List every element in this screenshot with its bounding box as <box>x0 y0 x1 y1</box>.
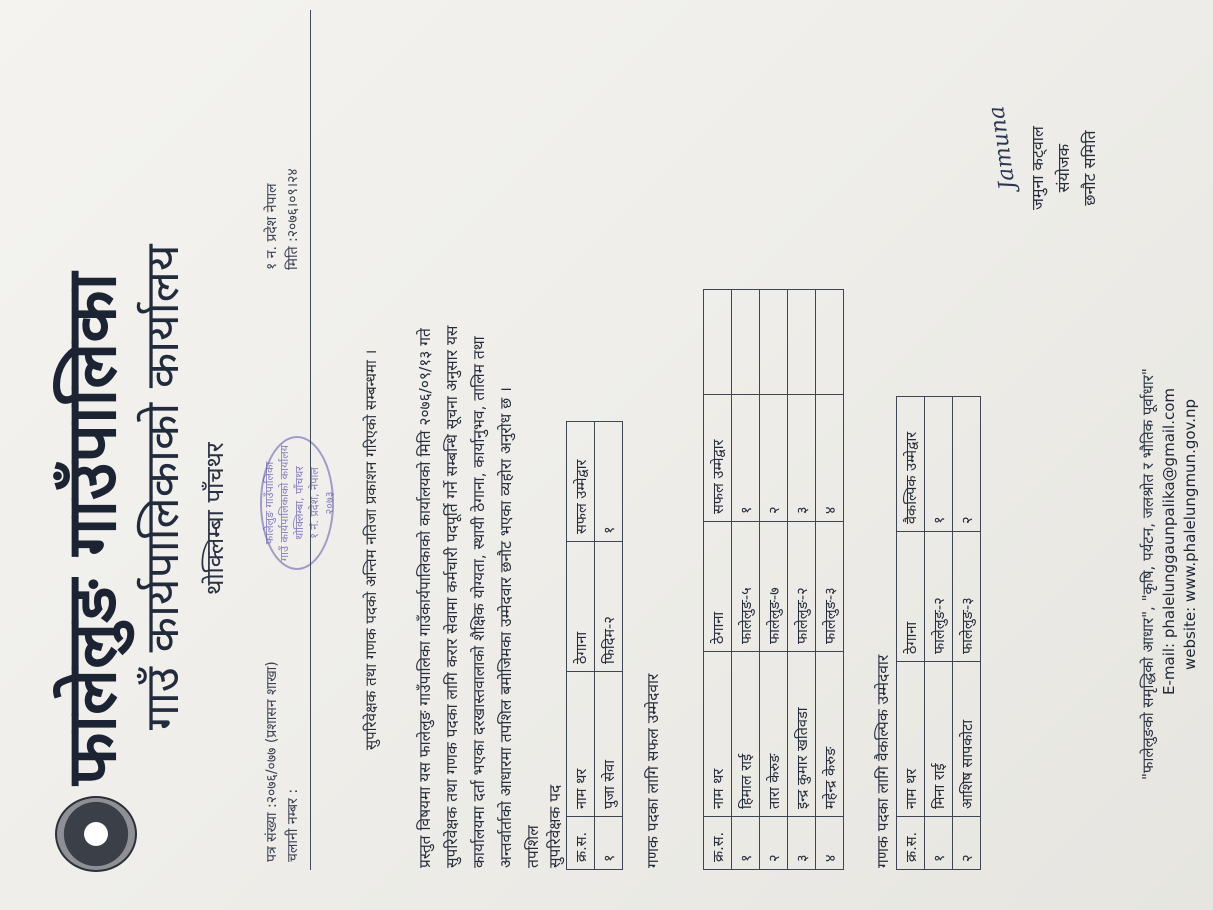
body-line: सुपरिवेक्षक तथा गणक पदका लागि करार सेवामा कर्मचारी पदपूर्ति गर्ने सम्बन्धि सूचना अनुसार यस <box>443 325 461 868</box>
cell-sn: ३ <box>788 817 816 870</box>
blank-cell <box>788 290 816 395</box>
cell-rank: ४ <box>816 395 844 522</box>
header-cell: ठेगाना <box>897 532 925 662</box>
cell-address: फालेलुङ-२ <box>788 522 816 652</box>
cell-address: फिदिम-२ <box>595 542 623 672</box>
stamp-line2: गाउँ कार्यपालिकाको कार्यालय <box>278 444 291 562</box>
table-row <box>816 290 844 870</box>
blank-cell <box>816 290 844 395</box>
header-cell: क्र.स. <box>897 817 925 870</box>
header-cell: नाम थर <box>897 662 925 817</box>
body-line: प्रस्तुत विषयमा यस फालेलुङ गाउँपालिका गाउँकार्यपालिकाको कार्यालयको मिति २०७६/०९/१३ गते <box>416 328 434 868</box>
body-line: कार्यालयमा दर्ता भएका दरखास्तवालाको शैक्षिक योग्यता, स्थायी ठेगाना, कार्यानुभव, तालिम तथा <box>470 336 488 868</box>
cell-name: आशिष सापकोटा <box>953 662 981 817</box>
enumerator-alternate-heading: गणक पदका लागि वैकल्पिक उम्मेदवार <box>874 654 892 868</box>
letterhead-subtitle: गाउँ कार्यपालिकाको कार्यालय <box>135 244 189 730</box>
header-cell: सफल उम्मेद्वार <box>704 395 732 522</box>
signatory-role: संयोजक <box>1054 143 1073 193</box>
body-line: अन्तर्वार्ताको आधारमा तपशिल बमोजिमका उम्मेदवार छनौट भएका व्यहोरा अनुरोध छ । <box>497 387 515 868</box>
signatory-block <box>1025 126 1103 210</box>
enumerator-success-heading: गणक पदका लागि सफल उम्मेदवार <box>644 673 662 868</box>
letter-date: मिति :२०७६।०९।२४ <box>285 168 301 270</box>
signatory-committee: छनौट समिति <box>1080 130 1099 206</box>
cell-name: तारा केरुङ <box>760 652 788 817</box>
stamp-line4: १ नं. प्रदेश, नेपाल <box>308 467 321 539</box>
blank-cell <box>732 290 760 395</box>
header-cell: नाम थर <box>567 672 595 817</box>
cell-address: फालेलुङ-५ <box>732 522 760 652</box>
cell-name: हिमाल राई <box>732 652 760 817</box>
stamp-line1: फालेलुङ गाउँपालिका <box>263 461 276 545</box>
table-header-row <box>897 397 925 870</box>
stamp-line3: थोक्लिम्बा, पाँचथर <box>293 466 306 540</box>
blank-cell <box>704 290 732 395</box>
province-label: १ न. प्रदेश नेपाल <box>264 183 280 270</box>
header-cell: क्र.स. <box>567 817 595 870</box>
letterhead-place: थोक्लिम्बा पाँचथर <box>201 442 229 595</box>
header-cell: ठेगाना <box>567 542 595 672</box>
header-cell: ठेगाना <box>704 522 732 652</box>
table-row <box>595 422 623 870</box>
enumerator-success-table <box>703 289 844 870</box>
cell-address: फालेलुङ-३ <box>816 522 844 652</box>
footer-slogan: "फालेलुङको समृद्धिको आधार", "कृषि, पर्यटन, जलश्रोत र भौतिक पूर्वाधार" <box>1139 368 1157 780</box>
body-paragraph <box>412 326 547 868</box>
cell-address: फालेलुङ-७ <box>760 522 788 652</box>
cell-address: फालेलुङ-३ <box>953 532 981 662</box>
cell-name: मिना राई <box>925 662 953 817</box>
dispatch-number: चलानी नम्बर : <box>285 788 301 862</box>
cell-name: पुजा सेवा <box>595 672 623 817</box>
header-cell: वैकल्पिक उम्मेद्वार <box>897 397 925 532</box>
table-row <box>953 397 981 870</box>
office-stamp <box>260 436 334 570</box>
handwritten-signature: Jamuna <box>984 104 1021 192</box>
cell-sn: २ <box>760 817 788 870</box>
cell-name: महेन्द्र केरुङ <box>816 652 844 817</box>
enumerator-alternate-table <box>896 396 981 870</box>
supervisor-table <box>566 421 623 870</box>
reference-number: पत्र संख्या :२०७६/०७७ (प्रशासन शाखा) <box>264 661 280 862</box>
cell-rank: ३ <box>788 395 816 522</box>
table-row <box>760 290 788 870</box>
cell-rank: १ <box>925 397 953 532</box>
cell-name: इन्द्र कुमार खतिवडा <box>788 652 816 817</box>
tapasil-label: तपशिल <box>524 825 542 868</box>
cell-sn: २ <box>953 817 981 870</box>
cell-rank: १ <box>732 395 760 522</box>
table-header-row <box>704 290 732 870</box>
cell-rank: २ <box>953 397 981 532</box>
footer-email: E-mail: phalelunggaunpalika@gmail.com <box>1160 387 1178 695</box>
header-divider <box>310 10 311 870</box>
cell-sn: १ <box>925 817 953 870</box>
table-row <box>788 290 816 870</box>
stamp-line5: २०७३ <box>323 491 336 515</box>
footer-website: website: www.phalelungmun.gov.np <box>1181 398 1199 670</box>
signatory-name: जमुना कट्वाल <box>1028 126 1047 210</box>
header-cell: सफल उम्मेद्वार <box>567 422 595 542</box>
cell-rank: १ <box>595 422 623 542</box>
emblem-logo-icon <box>55 796 137 872</box>
cell-sn: १ <box>732 817 760 870</box>
table-row <box>732 290 760 870</box>
blank-cell <box>760 290 788 395</box>
supervisor-heading: सुपरिवेक्षक पद <box>546 784 564 868</box>
letterhead-title: फालेलुङ गाउँपालिका <box>53 272 132 785</box>
cell-address: फालेलुङ-२ <box>925 532 953 662</box>
table-header-row <box>567 422 595 870</box>
cell-rank: २ <box>760 395 788 522</box>
cell-sn: १ <box>595 817 623 870</box>
header-cell: नाम थर <box>704 652 732 817</box>
subject-line: सुपरिवेक्षक तथा गणक पदको अन्तिम नतिजा प्रकाशन गरिएको सम्बन्धमा । <box>362 349 380 750</box>
cell-sn: ४ <box>816 817 844 870</box>
table-row <box>925 397 953 870</box>
header-cell: क्र.स. <box>704 817 732 870</box>
